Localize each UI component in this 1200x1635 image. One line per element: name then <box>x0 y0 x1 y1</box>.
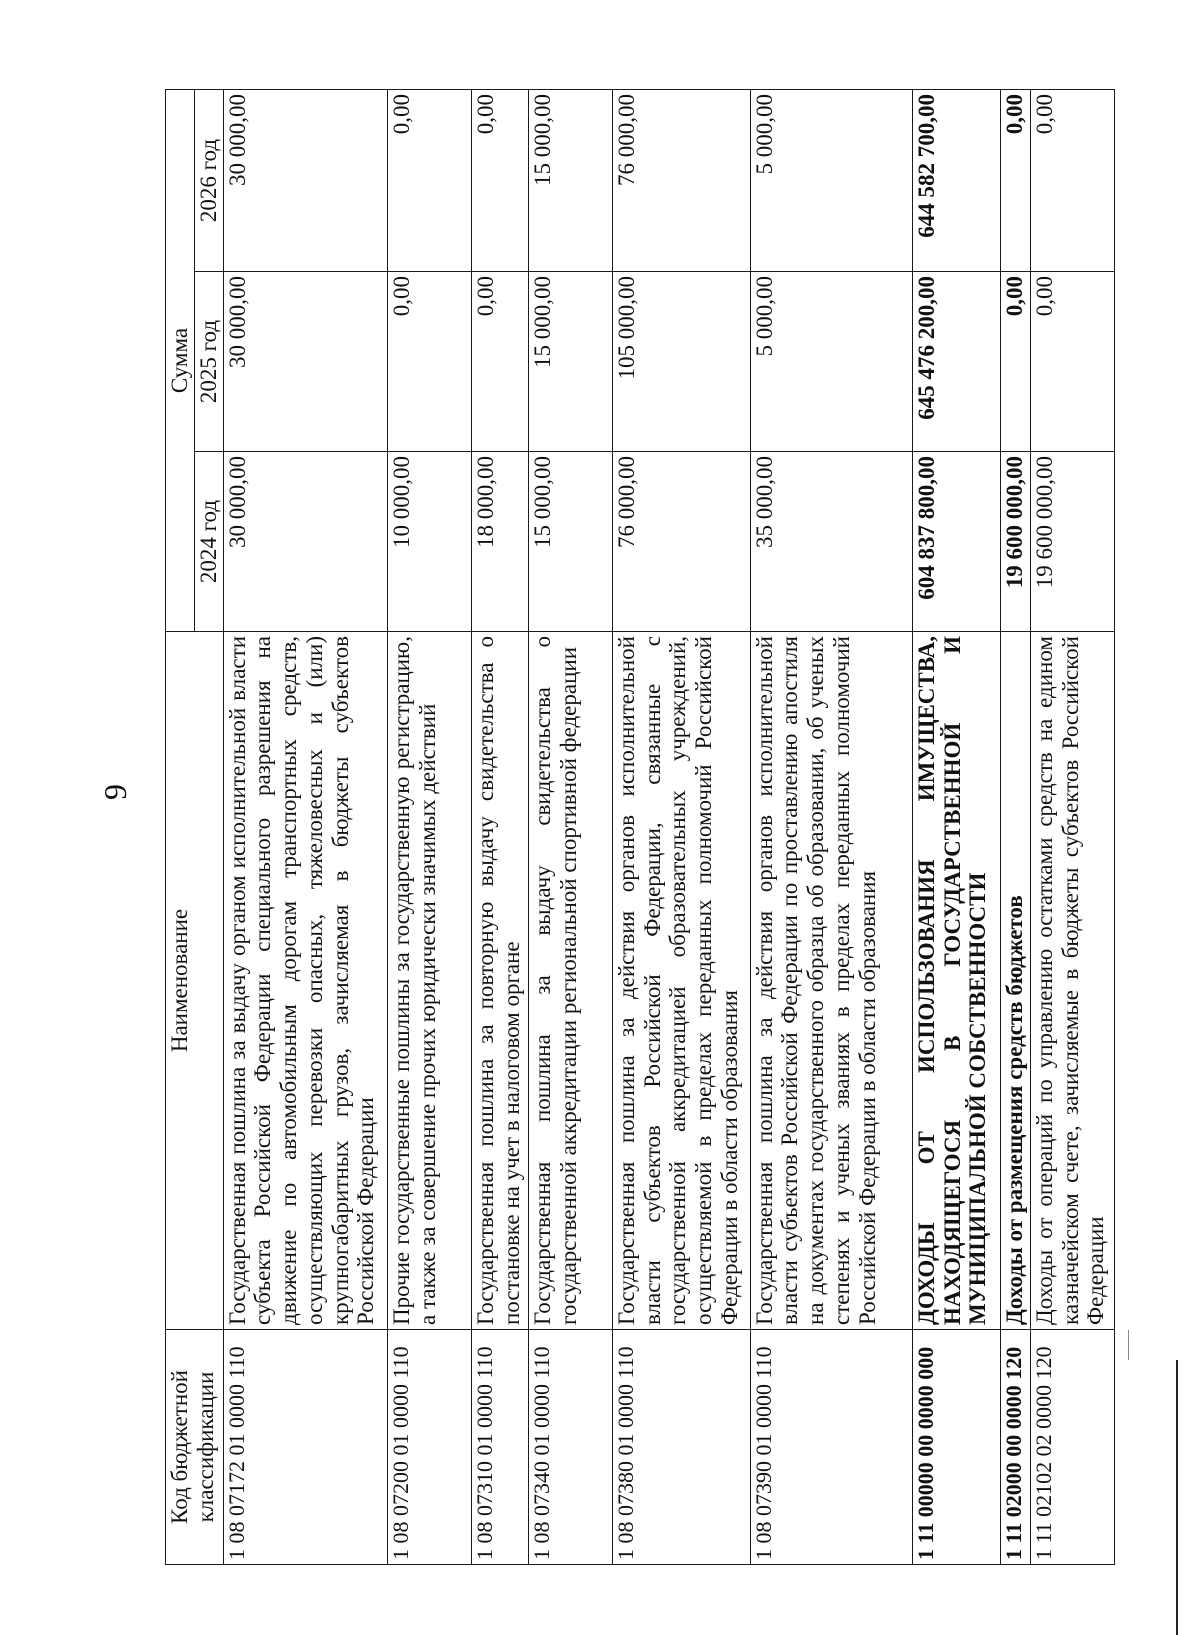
sum-column-header: Сумма <box>166 89 195 631</box>
scan-stray-mark <box>1128 1330 1129 1360</box>
rotated-table-container <box>165 90 1115 1565</box>
table-row <box>472 89 529 1564</box>
row-name: ДОХОДЫ ОТ ИСПОЛЬЗОВАНИЯ ИМУЩЕСТВА, НАХОДЯЩЕГОСЯ В ГОСУДАРСТВЕННОЙ И МУНИЦИПАЛЬНОЙ СОБСТВЕННОСТИ <box>912 632 1000 1330</box>
row-amount-2026: 76 000,00 <box>612 89 750 271</box>
row-amount-2024: 18 000,00 <box>472 452 529 632</box>
row-amount-2026: 0,00 <box>1030 89 1114 271</box>
row-amount-2025: 30 000,00 <box>223 272 388 452</box>
row-amount-2024: 10 000,00 <box>388 452 472 632</box>
row-name: Прочие государственные пошлины за государственную регистрацию, а также за совершение прочих юридически значимых действий <box>388 632 472 1330</box>
row-amount-2025: 645 476 200,00 <box>912 272 1000 452</box>
row-amount-2024: 76 000,00 <box>612 452 750 632</box>
row-code: 1 08 07172 01 0000 110 <box>223 1330 388 1565</box>
row-code: 1 08 07390 01 0000 110 <box>750 1330 912 1565</box>
row-amount-2025: 5 000,00 <box>750 272 912 452</box>
row-name: Доходы от операций по управлению остатками средств на едином казначейском счете, зачисляемые в бюджеты субъектов Российской Федерации <box>1030 632 1114 1330</box>
table-row <box>223 89 388 1564</box>
table-row <box>1030 89 1114 1564</box>
row-amount-2024: 30 000,00 <box>223 452 388 632</box>
row-amount-2026: 0,00 <box>388 89 472 271</box>
row-amount-2025: 105 000,00 <box>612 272 750 452</box>
row-amount-2026: 0,00 <box>472 89 529 271</box>
row-amount-2025: 0,00 <box>1000 272 1030 452</box>
row-amount-2026: 0,00 <box>1000 89 1030 271</box>
row-name: Государственная пошлина за повторную выдачу свидетельства о постановке на учет в налоговом органе <box>472 632 529 1330</box>
row-amount-2024: 15 000,00 <box>529 452 613 632</box>
row-name: Доходы от размещения средств бюджетов <box>1000 632 1030 1330</box>
scan-margin-line <box>1176 1360 1178 1635</box>
row-name: Государственная пошлина за действия органов исполнительной власти субъектов Российской Федерации, связанные с государственной аккредитацией образовательных учреждений, осуществляемой в пределах переданных полномочий Российской Федерации в области образования <box>612 632 750 1330</box>
row-amount-2026: 5 000,00 <box>750 89 912 271</box>
code-column-header: Код бюджетной классификации <box>166 1330 224 1565</box>
table-row <box>388 89 472 1564</box>
row-name: Государственная пошлина за действия органов исполнительной власти субъектов Российской Федерации по проставлению апостиля на документах государственного образца об образовании, об ученых степенях и ученых званиях в пределах переданных полномочий Российской Федерации в области образования <box>750 632 912 1330</box>
budget-revenue-table <box>165 89 1115 1565</box>
table-row-subsection <box>1000 89 1030 1564</box>
row-code: 1 08 07200 01 0000 110 <box>388 1330 472 1565</box>
row-amount-2026: 644 582 700,00 <box>912 89 1000 271</box>
table-row-section-total <box>912 89 1000 1564</box>
name-column-header: Наименование <box>166 632 224 1330</box>
year-2024-header: 2024 год <box>194 452 223 632</box>
row-amount-2025: 15 000,00 <box>529 272 613 452</box>
row-code: 1 08 07340 01 0000 110 <box>529 1330 613 1565</box>
row-code: 1 11 02102 02 0000 120 <box>1030 1330 1114 1565</box>
row-amount-2024: 604 837 800,00 <box>912 452 1000 632</box>
row-amount-2024: 19 600 000,00 <box>1000 452 1030 632</box>
page-number: 9 <box>97 784 133 800</box>
row-amount-2025: 0,00 <box>388 272 472 452</box>
table-row <box>750 89 912 1564</box>
row-amount-2025: 0,00 <box>472 272 529 452</box>
row-code: 1 11 02000 00 0000 120 <box>1000 1330 1030 1565</box>
row-code: 1 08 07380 01 0000 110 <box>612 1330 750 1565</box>
row-amount-2024: 35 000,00 <box>750 452 912 632</box>
row-code: 1 08 07310 01 0000 110 <box>472 1330 529 1565</box>
row-amount-2026: 30 000,00 <box>223 89 388 271</box>
row-name: Государственная пошлина за выдачу органом исполнительной власти субъекта Российской Федерации специального разрешения на движение по автомобильным дорогам транспортных средств, осуществляющих перевозки опасных, тяжеловесных и (или) крупногабаритных грузов, зачисляемая в бюджеты субъектов Российской Федерации <box>223 632 388 1330</box>
row-name: Государственная пошлина за выдачу свидетельства о государственной аккредитации региональной спортивной федерации <box>529 632 613 1330</box>
row-amount-2026: 15 000,00 <box>529 89 613 271</box>
row-amount-2025: 0,00 <box>1030 272 1114 452</box>
row-code: 1 11 00000 00 0000 000 <box>912 1330 1000 1565</box>
year-2025-header: 2025 год <box>194 272 223 452</box>
row-amount-2024: 19 600 000,00 <box>1030 452 1114 632</box>
year-2026-header: 2026 год <box>194 89 223 271</box>
table-row <box>612 89 750 1564</box>
table-row <box>529 89 613 1564</box>
